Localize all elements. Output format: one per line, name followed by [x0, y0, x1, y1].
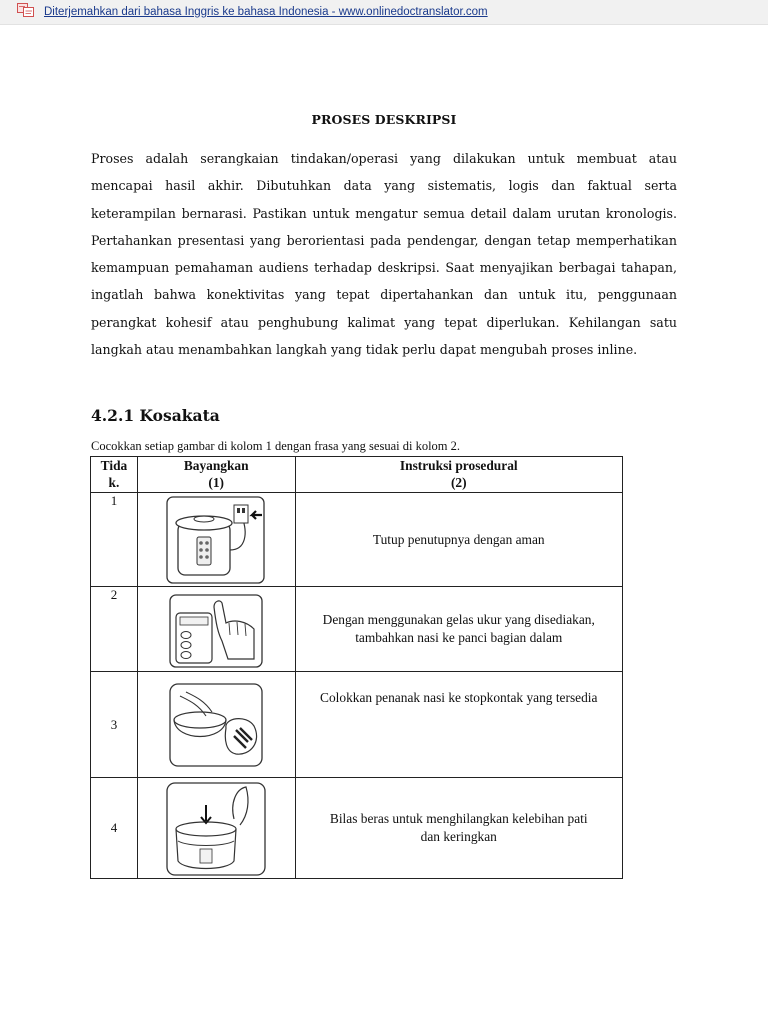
vocabulary-table — [90, 456, 623, 879]
table-row — [91, 493, 623, 587]
header-instruction: Instruksi prosedural (2) — [295, 457, 622, 493]
step-number: 1 — [91, 493, 138, 587]
step-image — [137, 778, 295, 879]
instruction-cell: Dengan menggunakan gelas ukur yang disediakan, tambahkan nasi ke panci bagian dalam — [295, 587, 622, 672]
header-image: Bayangkan (1) — [137, 457, 295, 493]
step-number: 4 — [91, 778, 138, 879]
step-number: 2 — [91, 587, 138, 672]
instruction-cell: Bilas beras untuk menghilangkan kelebihan pati dan keringkan — [295, 778, 622, 879]
table-header-row — [91, 457, 623, 493]
document-translate-icon — [17, 3, 35, 17]
instruction-cell: Tutup penutupnya dengan aman — [295, 493, 622, 587]
inserting-inner-pot-illustration — [164, 779, 268, 877]
table-row — [91, 587, 623, 672]
exercise-instruction: Cocokkan setiap gambar di kolom 1 dengan frasa yang sesuai di kolom 2. — [91, 439, 461, 453]
header-step: Tida k. — [91, 457, 138, 493]
table-row — [91, 672, 623, 778]
washing-rice-illustration — [166, 682, 266, 768]
instruction-cell: Colokkan penanak nasi ke stopkontak yang tersedia — [295, 672, 622, 778]
control-panel-press-illustration — [166, 589, 266, 669]
translator-bar — [0, 0, 768, 25]
step-image — [137, 672, 295, 778]
rice-cooker-plugging-illustration — [166, 495, 266, 585]
section-heading: 4.2.1 Kosakata — [91, 406, 220, 425]
step-image — [137, 587, 295, 672]
body-paragraph: Proses adalah serangkaian tindakan/operasi yang dilakukan untuk membuat atau mencapai hasil akhir. Dibutuhkan data yang sistematis, logis dan faktual serta keterampilan bernarasi. Pastikan untuk mengatur semua detail dalam urutan kronologis. Pertahankan presentasi yang berorientasi pada pendengar, dengan tetap memperhatikan kemampuan pemahaman audiens terhadap deskripsi. Saat menyajikan berbagai tahapan, ingatlah bahwa konektivitas yang tepat dipertahankan dan untuk itu, penggunaan perangkat kohesif atau penghubung kalimat yang tepat diperlukan. Kehilangan satu langkah atau menambahkan langkah yang tidak perlu dapat mengubah proses inline. — [91, 151, 677, 358]
step-number: 3 — [91, 672, 138, 778]
page-title: PROSES DESKRIPSI — [311, 112, 457, 127]
step-image — [137, 493, 295, 587]
translator-link[interactable]: Diterjemahkan dari bahasa Inggris ke bahasa Indonesia - www.onlinedoctranslator.com — [44, 6, 488, 18]
table-row — [91, 778, 623, 879]
